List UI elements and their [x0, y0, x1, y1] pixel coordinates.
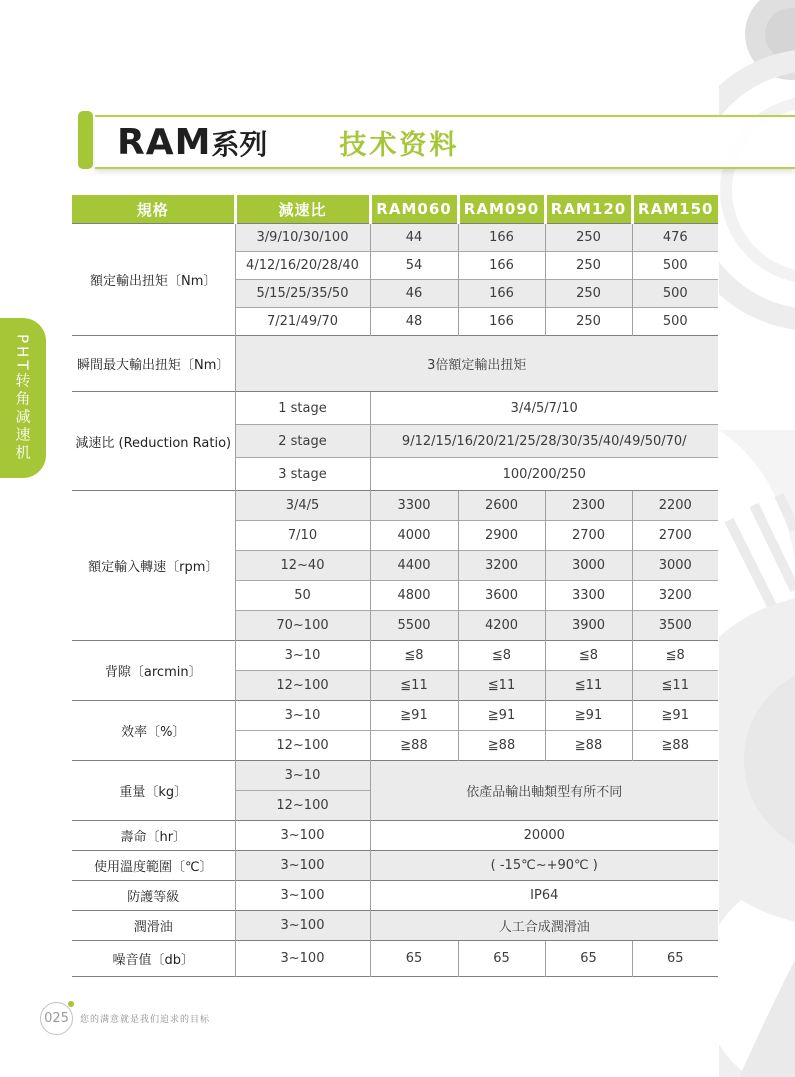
- value-cell: 65: [545, 941, 632, 977]
- table-row: [72, 941, 718, 977]
- page-title-series-word: 系列: [211, 127, 268, 161]
- spec-label-cell: 額定輸出扭矩〔Nm〕: [72, 224, 235, 336]
- merged-value-cell: ( -15℃~+90℃ ): [370, 851, 718, 881]
- ratio-cell: 3/4/5: [235, 491, 370, 521]
- value-cell: 250: [545, 308, 632, 336]
- value-cell: 46: [370, 280, 458, 308]
- value-cell: 3200: [458, 551, 545, 581]
- value-cell: ≧88: [632, 731, 718, 761]
- table-row: [72, 911, 718, 941]
- ratio-cell: 3~100: [235, 881, 370, 911]
- page-number-badge: [40, 1002, 73, 1035]
- value-cell: 166: [458, 280, 545, 308]
- table-row: [72, 392, 718, 425]
- value-cell: 3300: [370, 491, 458, 521]
- page-footer: [40, 1002, 210, 1035]
- ratio-cell: 3~100: [235, 851, 370, 881]
- spec-label-cell: 使用溫度範圍〔℃〕: [72, 851, 235, 881]
- spec-label-cell: 背隙〔arcmin〕: [72, 641, 235, 701]
- value-cell: 2900: [458, 521, 545, 551]
- title-band: [95, 115, 795, 169]
- category-side-tab-label: PHT转角减速机: [13, 333, 32, 463]
- merged-value-cell: 20000: [370, 821, 718, 851]
- page-number: 025: [44, 1011, 69, 1026]
- value-cell: 250: [545, 280, 632, 308]
- table-row: [72, 821, 718, 851]
- column-header-ram090: RAM090: [458, 195, 545, 224]
- value-cell: ≦11: [632, 671, 718, 701]
- value-cell: 250: [545, 224, 632, 252]
- ratio-cell: 7/10: [235, 521, 370, 551]
- value-cell: 3500: [632, 611, 718, 641]
- page-title: [117, 122, 267, 163]
- value-cell: 4800: [370, 581, 458, 611]
- merged-value-cell: 9/12/15/16/20/21/25/28/30/35/40/49/50/70/: [370, 425, 718, 458]
- ratio-cell: 50: [235, 581, 370, 611]
- value-cell: ≦8: [458, 641, 545, 671]
- value-cell: ≦11: [370, 671, 458, 701]
- value-cell: ≦8: [370, 641, 458, 671]
- value-cell: 3900: [545, 611, 632, 641]
- ratio-cell: 3/9/10/30/100: [235, 224, 370, 252]
- value-cell: 500: [632, 252, 718, 280]
- value-cell: 3600: [458, 581, 545, 611]
- spec-label-cell: 減速比 (Reduction Ratio): [72, 392, 235, 491]
- value-cell: 476: [632, 224, 718, 252]
- spec-label-cell: 壽命〔hr〕: [72, 821, 235, 851]
- value-cell: 166: [458, 224, 545, 252]
- ratio-cell: 12~100: [235, 671, 370, 701]
- value-cell: 2300: [545, 491, 632, 521]
- value-cell: 5500: [370, 611, 458, 641]
- table-row: [72, 491, 718, 521]
- ratio-cell: 5/15/25/35/50: [235, 280, 370, 308]
- merged-value-cell: 人工合成潤滑油: [370, 911, 718, 941]
- spec-label-cell: 瞬間最大輸出扭矩〔Nm〕: [72, 336, 235, 392]
- value-cell: 48: [370, 308, 458, 336]
- table-row: [72, 881, 718, 911]
- value-cell: ≧91: [458, 701, 545, 731]
- table-row: [72, 641, 718, 671]
- column-header-ram150: RAM150: [632, 195, 718, 224]
- value-cell: 65: [370, 941, 458, 977]
- value-cell: 4200: [458, 611, 545, 641]
- value-cell: ≧91: [632, 701, 718, 731]
- table-row: [72, 224, 718, 252]
- merged-value-cell: 依產品輸出軸類型有所不同: [370, 761, 718, 821]
- ratio-cell: 3~10: [235, 701, 370, 731]
- value-cell: ≦8: [545, 641, 632, 671]
- value-cell: ≦11: [545, 671, 632, 701]
- value-cell: 2700: [632, 521, 718, 551]
- page-title-series-code: RAM: [117, 121, 212, 163]
- green-dot-icon: [68, 1001, 74, 1007]
- spec-label-cell: 潤滑油: [72, 911, 235, 941]
- ratio-cell: 12~40: [235, 551, 370, 581]
- spec-label-cell: 效率〔%〕: [72, 701, 235, 761]
- spec-label-cell: 防護等級: [72, 881, 235, 911]
- ratio-cell: 2 stage: [235, 425, 370, 458]
- merged-value-cell: 3倍額定輸出扭矩: [235, 336, 718, 392]
- value-cell: 2600: [458, 491, 545, 521]
- ratio-cell: 4/12/16/20/28/40: [235, 252, 370, 280]
- spec-table: [72, 195, 718, 977]
- category-side-tab: [0, 318, 46, 478]
- table-header-row: [72, 195, 718, 224]
- value-cell: 3000: [632, 551, 718, 581]
- ratio-cell: 1 stage: [235, 392, 370, 425]
- ratio-cell: 3~100: [235, 941, 370, 977]
- value-cell: 44: [370, 224, 458, 252]
- value-cell: 3200: [632, 581, 718, 611]
- value-cell: ≦11: [458, 671, 545, 701]
- spec-label-cell: 額定輸入轉速〔rpm〕: [72, 491, 235, 641]
- table-row: [72, 336, 718, 392]
- merged-value-cell: 100/200/250: [370, 458, 718, 491]
- value-cell: 500: [632, 308, 718, 336]
- ratio-cell: 70~100: [235, 611, 370, 641]
- title-accent-bar: [78, 111, 93, 169]
- ratio-cell: 12~100: [235, 791, 370, 821]
- merged-value-cell: IP64: [370, 881, 718, 911]
- value-cell: ≧88: [545, 731, 632, 761]
- table-row: [72, 761, 718, 791]
- value-cell: 166: [458, 308, 545, 336]
- ratio-cell: 3~10: [235, 641, 370, 671]
- spec-label-cell: 噪音值〔db〕: [72, 941, 235, 977]
- column-header-ratio: 減速比: [235, 195, 370, 224]
- value-cell: ≦8: [632, 641, 718, 671]
- value-cell: ≧88: [370, 731, 458, 761]
- value-cell: 65: [632, 941, 718, 977]
- column-header-ram060: RAM060: [370, 195, 458, 224]
- footer-slogan: 您的满意就是我们追求的目标: [80, 1015, 211, 1025]
- value-cell: 166: [458, 252, 545, 280]
- column-header-spec: 規格: [72, 195, 235, 224]
- value-cell: 3300: [545, 581, 632, 611]
- table-row: [72, 701, 718, 731]
- value-cell: ≧91: [370, 701, 458, 731]
- ratio-cell: 12~100: [235, 731, 370, 761]
- value-cell: 4000: [370, 521, 458, 551]
- value-cell: ≧91: [545, 701, 632, 731]
- value-cell: 2700: [545, 521, 632, 551]
- ratio-cell: 3~100: [235, 821, 370, 851]
- ratio-cell: 3~10: [235, 761, 370, 791]
- value-cell: 65: [458, 941, 545, 977]
- value-cell: 54: [370, 252, 458, 280]
- table-row: [72, 851, 718, 881]
- ratio-cell: 3~100: [235, 911, 370, 941]
- value-cell: 2200: [632, 491, 718, 521]
- page-subtitle: 技术资料: [339, 129, 460, 161]
- value-cell: 3000: [545, 551, 632, 581]
- merged-value-cell: 3/4/5/7/10: [370, 392, 718, 425]
- value-cell: 4400: [370, 551, 458, 581]
- value-cell: 500: [632, 280, 718, 308]
- column-header-ram120: RAM120: [545, 195, 632, 224]
- spec-label-cell: 重量〔kg〕: [72, 761, 235, 821]
- ratio-cell: 3 stage: [235, 458, 370, 491]
- value-cell: ≧88: [458, 731, 545, 761]
- ratio-cell: 7/21/49/70: [235, 308, 370, 336]
- value-cell: 250: [545, 252, 632, 280]
